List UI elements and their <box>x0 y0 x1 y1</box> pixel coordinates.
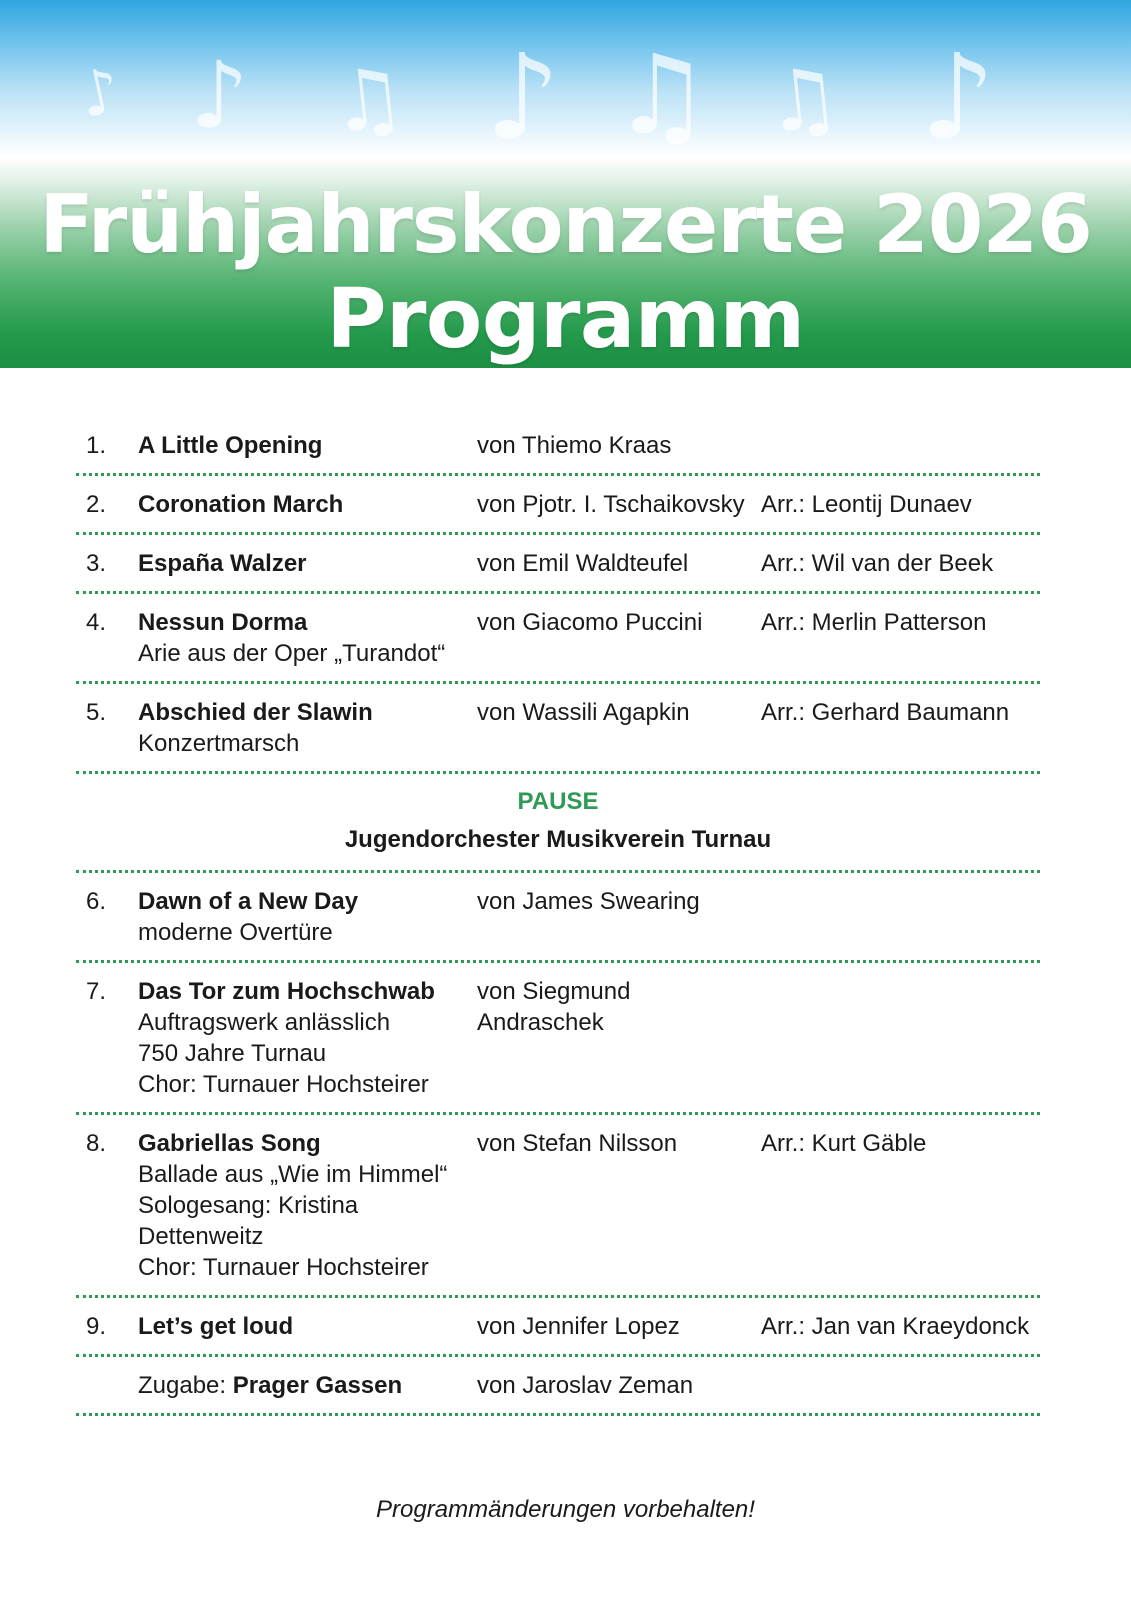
item-arranger: Arr.: Merlin Patterson <box>761 609 987 636</box>
program-item <box>76 684 1040 774</box>
item-composer: von Thiemo Kraas <box>477 432 672 459</box>
item-detail: Chor: Turnauer Hochsteirer <box>138 1254 429 1281</box>
item-detail: Konzertmarsch <box>138 730 300 757</box>
music-note-icon: ♫ <box>760 47 846 153</box>
item-detail: Auftragswerk anlässlich <box>138 1009 391 1036</box>
music-note-icon: ♫ <box>325 47 411 153</box>
program-item <box>76 418 1040 476</box>
item-composer: von Jaroslav Zeman <box>477 1372 694 1399</box>
item-title: Gabriellas Song <box>138 1130 321 1157</box>
item-number: 3. <box>86 550 107 577</box>
item-title: Das Tor zum Hochschwab <box>138 978 435 1005</box>
item-arranger <box>761 430 1040 461</box>
item-arranger <box>761 1370 1040 1401</box>
program-item <box>76 873 1040 963</box>
encore-prefix: Zugabe: <box>138 1372 233 1399</box>
item-title-block <box>138 1311 477 1342</box>
item-detail: Chor: Turnauer Hochsteirer <box>138 1071 429 1098</box>
item-number <box>76 1370 138 1401</box>
program-list <box>76 418 1040 1416</box>
item-composer: von Jennifer Lopez <box>477 1313 680 1340</box>
item-title-block <box>138 607 477 669</box>
item-arranger: Arr.: Wil van der Beek <box>761 550 994 577</box>
disclaimer-text: Programmänderungen vorbehalten! <box>376 1496 755 1523</box>
item-number: 7. <box>86 978 107 1005</box>
item-title: España Walzer <box>138 550 307 577</box>
item-title-block <box>138 548 477 579</box>
item-detail: Arie aus der Oper „Turandot“ <box>138 640 446 667</box>
item-arranger <box>761 976 1040 1100</box>
item-composer: von Siegmund Andraschek <box>477 978 631 1036</box>
item-arranger: Arr.: Jan van Kraeydonck <box>761 1313 1030 1340</box>
item-title-block <box>138 886 477 948</box>
program-part-1 <box>76 418 1040 774</box>
item-title-block <box>138 1128 477 1283</box>
encore-title: Prager Gassen <box>232 1372 403 1399</box>
item-arranger: Arr.: Leontij Dunaev <box>761 491 972 518</box>
program-part-2 <box>76 873 1040 1357</box>
item-title: A Little Opening <box>138 432 323 459</box>
pause-label: PAUSE <box>517 788 599 815</box>
music-note-icon: ♪ <box>72 52 127 133</box>
item-composer: von Stefan Nilsson <box>477 1130 678 1157</box>
item-detail: 750 Jahre Turnau <box>138 1040 327 1067</box>
item-title-block <box>138 697 477 759</box>
program-item <box>76 476 1040 535</box>
item-composer: von James Swearing <box>477 888 700 915</box>
header-banner <box>0 0 1131 368</box>
item-detail: moderne Overtüre <box>138 919 333 946</box>
item-arranger <box>761 886 1040 948</box>
item-title <box>138 1370 477 1401</box>
item-composer: von Giacomo Puccini <box>477 609 703 636</box>
item-number: 1. <box>86 432 107 459</box>
encore-row <box>76 1357 1040 1416</box>
intermission <box>76 774 1040 873</box>
program-heading: Programm <box>326 272 805 367</box>
item-composer: von Emil Waldteufel <box>477 550 689 577</box>
item-detail: Ballade aus „Wie im Himmel“ <box>138 1161 448 1188</box>
item-arranger: Arr.: Gerhard Baumann <box>761 699 1010 726</box>
program-item <box>76 963 1040 1115</box>
music-note-icon: ♫ <box>612 31 711 159</box>
item-title-block <box>138 430 477 461</box>
item-arranger: Arr.: Kurt Gäble <box>761 1130 927 1157</box>
music-note-icon: ♪ <box>485 28 561 166</box>
program-item <box>76 1115 1040 1298</box>
item-number: 6. <box>86 888 107 915</box>
item-composer: von Pjotr. I. Tschaikovsky <box>477 491 745 518</box>
item-title: Coronation March <box>138 491 344 518</box>
music-note-icon: ♪ <box>190 42 249 149</box>
item-title: Dawn of a New Day <box>138 888 359 915</box>
item-composer: von Wassili Agapkin <box>477 699 690 726</box>
item-title: Let’s get loud <box>138 1313 294 1340</box>
program-item <box>76 594 1040 684</box>
ensemble-name: Jugendorchester Musikverein Turnau <box>344 826 772 853</box>
item-number: 8. <box>86 1130 107 1157</box>
item-title: Abschied der Slawin <box>138 699 373 726</box>
item-number: 2. <box>86 491 107 518</box>
item-detail: Sologesang: Kristina Dettenweitz <box>138 1192 359 1250</box>
item-number: 9. <box>86 1313 107 1340</box>
item-number: 5. <box>86 699 107 726</box>
item-number: 4. <box>86 609 107 636</box>
music-note-icon: ♪ <box>920 28 996 166</box>
item-title: Nessun Dorma <box>138 609 308 636</box>
item-title-block <box>138 489 477 520</box>
item-title-block <box>138 976 477 1100</box>
program-item <box>76 1298 1040 1357</box>
concert-title: Frühjahrskonzerte 2026 <box>39 178 1092 271</box>
program-item <box>76 535 1040 594</box>
